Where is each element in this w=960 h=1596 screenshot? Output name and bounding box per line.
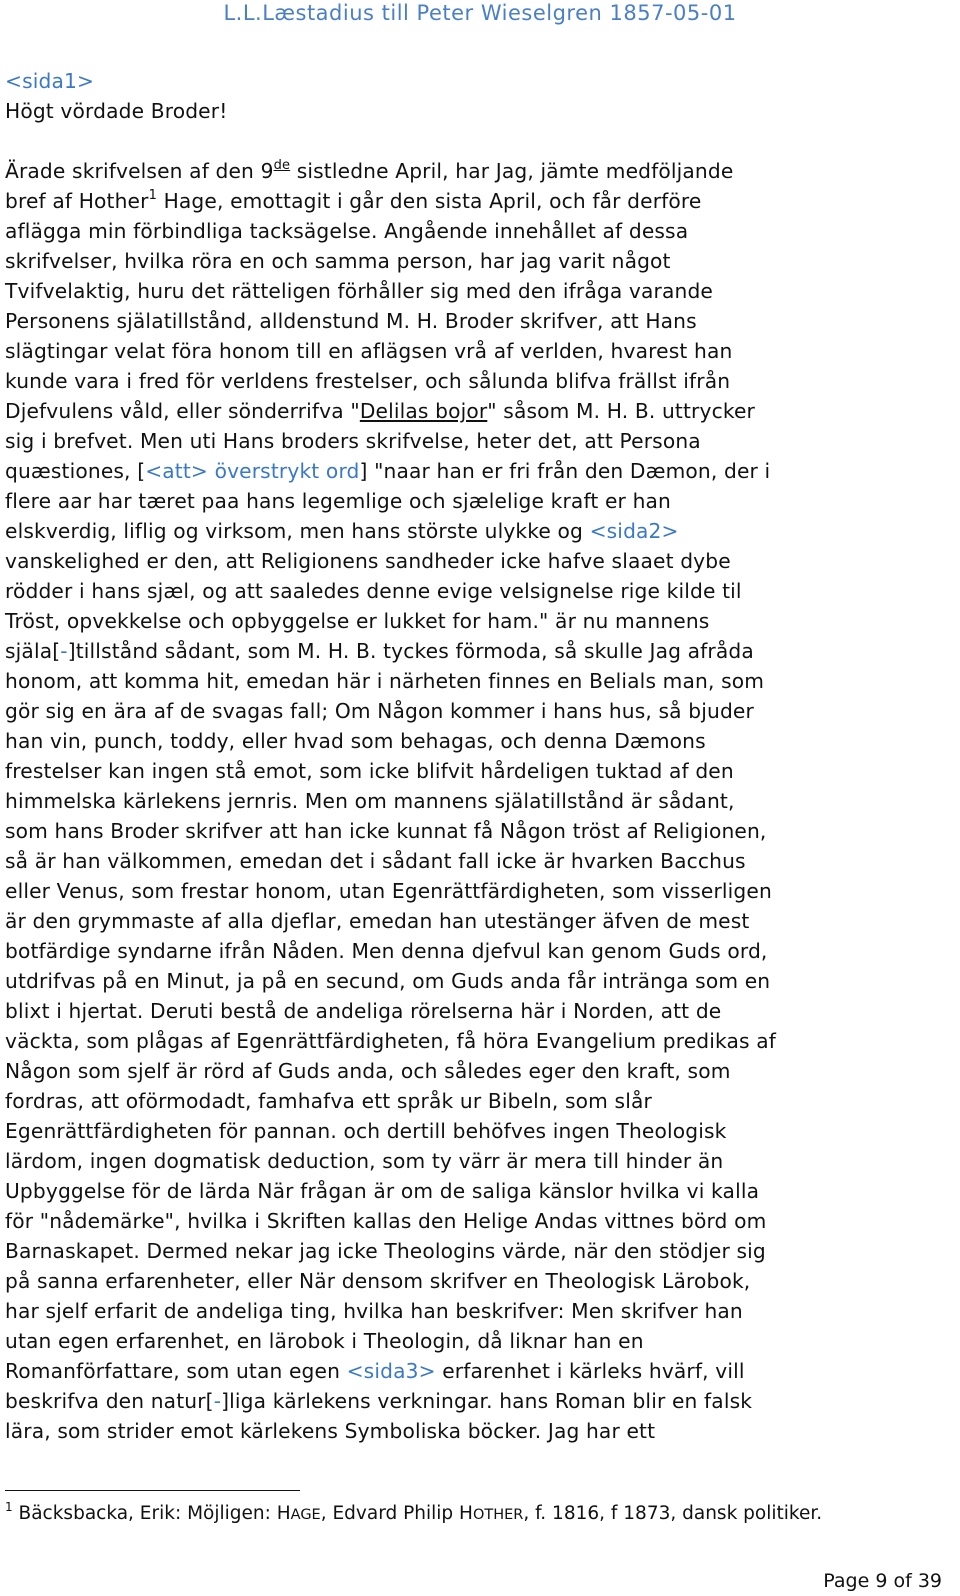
salutation: Högt vördade Broder!	[5, 99, 228, 123]
text-line	[5, 396, 950, 426]
text-line: botfärdige syndarne ifrån Nåden. Men denna djefvul kan genom Guds ord,	[5, 939, 768, 963]
text-line: Upbyggelse för de lärda När frågan är om de saliga känslor hvilka vi kalla	[5, 1179, 760, 1203]
text-line: honom, att komma hit, emedan här i närheten finnes en Belials man, som	[5, 669, 765, 693]
footnote-number: 1	[5, 1500, 13, 1514]
text-line	[5, 636, 950, 666]
text-line: lära, som strider emot kärlekens Symboliska böcker. Jag har ett	[5, 1419, 656, 1443]
blank-line	[5, 126, 950, 156]
text-line: Tröst, opvekkelse och opbyggelse er lukket for ham." är nu mannens	[5, 609, 710, 633]
text-line: himmelska kärlekens jernris. Men om mannens själatillstånd är sådant,	[5, 789, 735, 813]
text-line: Egenrättfärdigheten för pannan. och dertill behöfves ingen Theologisk	[5, 1119, 727, 1143]
page-marker-tag: <sida1>	[5, 69, 95, 93]
text-span: Romanförfattare, som utan egen	[5, 1359, 347, 1383]
editorial-tag: <att> överstrykt ord	[145, 459, 360, 483]
text-line: fordras, att oförmodadt, famhafva ett språk ur Bibeln, som slår	[5, 1089, 652, 1113]
text-span: själa[	[5, 639, 61, 663]
page-marker-tag: <sida3>	[346, 1359, 436, 1383]
text-line: slägtingar velat föra honom till en aflägsen vrå af verlden, hvarest han	[5, 339, 733, 363]
text-span: bref af Hother	[5, 189, 149, 213]
page-number: Page 9 of 39	[823, 1570, 942, 1592]
editorial-tag: -	[60, 639, 68, 663]
text-line: eller Venus, som frestar honom, utan Egenrättfärdigheten, som visserligen	[5, 879, 772, 903]
text-line	[5, 156, 950, 186]
text-line: skrifvelser, hvilka röra en och samma person, har jag varit något	[5, 249, 671, 273]
text-line: utdrifvas på en Minut, ja på en secund, om Guds anda får intränga som en	[5, 969, 771, 993]
text-span: beskrifva den natur[	[5, 1389, 214, 1413]
footnote-divider	[5, 1490, 300, 1491]
text-line: så är han välkommen, emedan det i sådant fall icke är hvarken Bacchus	[5, 849, 746, 873]
text-line: Personens själatillstånd, alldenstund M. H. Broder skrifver, att Hans	[5, 309, 697, 333]
text-span: quæstiones, [	[5, 459, 146, 483]
editorial-tag: -	[213, 1389, 222, 1413]
footnote-smallcaps: AGE	[290, 1507, 321, 1523]
text-span: ]tillstånd sådant, som M. H. B. tyckes förmoda, så skulle Jag afråda	[67, 639, 754, 663]
text-span: ]liga kärlekens verkningar. hans Roman blir en falsk	[221, 1389, 753, 1413]
text-line	[5, 1356, 950, 1386]
footnote-reference: 1	[148, 188, 157, 203]
superscript-de: de	[273, 158, 291, 173]
underlined-phrase: Delilas bojor	[359, 399, 488, 423]
text-line: är den grymmaste af alla djeflar, emedan han utestänger äfven de mest	[5, 909, 750, 933]
text-line: sig i brefvet. Men uti Hans broders skrifvelse, heter det, att Persona	[5, 429, 701, 453]
text-span: erfarenhet i kärleks hvärf, vill	[435, 1359, 745, 1383]
footnote	[5, 1501, 822, 1528]
text-line: lärdom, ingen dogmatisk deduction, som ty värr är mera till hinder än	[5, 1149, 724, 1173]
text-line: Tvifvelaktig, huru det rätteligen förhåller sig med den ifråga varande	[5, 279, 714, 303]
text-line	[5, 186, 950, 216]
text-line: utan egen erfarenhet, en lärobok i Theologin, då liknar han en	[5, 1329, 644, 1353]
text-line: gör sig en ära af de svagas fall; Om Någon kommer i hans hus, så bjuder	[5, 699, 754, 723]
text-line: har sjelf erfarit de andeliga ting, hvilka han beskrifver: Men skrifver han	[5, 1299, 743, 1323]
text-line: vanskelighed er den, att Religionens sandheder icke hafve slaaet dybe	[5, 549, 731, 573]
letter-body	[5, 66, 950, 1446]
footnote-text: , f. 1816, f 1873, dansk politiker.	[523, 1503, 823, 1524]
text-line	[5, 456, 950, 486]
text-span: " såsom M. H. B. uttrycker	[487, 399, 755, 423]
text-line: kunde vara i fred för verldens frestelser, och sålunda blifva frällst ifrån	[5, 369, 731, 393]
text-span: elskverdig, liflig og virksom, men hans störste ulykke og	[5, 519, 590, 543]
footnote-text: Bäcksbacka, Erik: Möjligen: H	[12, 1503, 291, 1524]
footnote-smallcaps: OTHER	[472, 1507, 524, 1523]
text-line	[5, 516, 950, 546]
text-line: aflägga min förbindliga tacksägelse. Angående innehållet af dessa	[5, 219, 689, 243]
text-line: Barnaskapet. Dermed nekar jag icke Theologins värde, när den stödjer sig	[5, 1239, 766, 1263]
text-line: flere aar har tæret paa hans legemlige och sjælelige kraft er han	[5, 489, 671, 513]
text-span: ] "naar han er fri från den Dæmon, der i	[359, 459, 771, 483]
text-span: sistledne April, har Jag, jämte medföljande	[290, 159, 734, 183]
text-line: rödder i hans sjæl, og att saaledes denne evige velsignelse rige kilde til	[5, 579, 742, 603]
text-line: han vin, punch, toddy, eller hvad som behagas, och denna Dæmons	[5, 729, 706, 753]
footnote-text: , Edvard Philip H	[320, 1503, 473, 1524]
text-line: på sanna erfarenheter, eller När densom skrifver en Theologisk Lärobok,	[5, 1269, 751, 1293]
text-span: Ärade skrifvelsen af den 9	[5, 159, 274, 183]
text-span: Hage, emottagit i går den sista April, och får derföre	[157, 189, 702, 213]
text-line: blixt i hjertat. Deruti bestå de andeliga rörelserna här i Norden, att de	[5, 999, 722, 1023]
text-span: Djefvulens våld, eller sönderrifva "	[5, 399, 360, 423]
text-line: frestelser kan ingen stå emot, som icke blifvit hårdeligen tuktad af den	[5, 759, 734, 783]
text-line: Någon som sjelf är rörd af Guds anda, och således eger den kraft, som	[5, 1059, 731, 1083]
text-line: som hans Broder skrifver att han icke kunnat få Någon tröst af Religionen,	[5, 819, 767, 843]
text-line: för "nådemärke", hvilka i Skriften kallas den Helige Andas vittnes börd om	[5, 1209, 767, 1233]
text-line	[5, 1386, 950, 1416]
page-marker-tag: <sida2>	[589, 519, 679, 543]
text-line: väckta, som plågas af Egenrättfärdigheten, få höra Evangelium predikas af	[5, 1029, 777, 1053]
page-tag-line	[5, 66, 950, 96]
document-header-title: L.L.Læstadius till Peter Wieselgren 1857-05-01	[223, 1, 737, 25]
